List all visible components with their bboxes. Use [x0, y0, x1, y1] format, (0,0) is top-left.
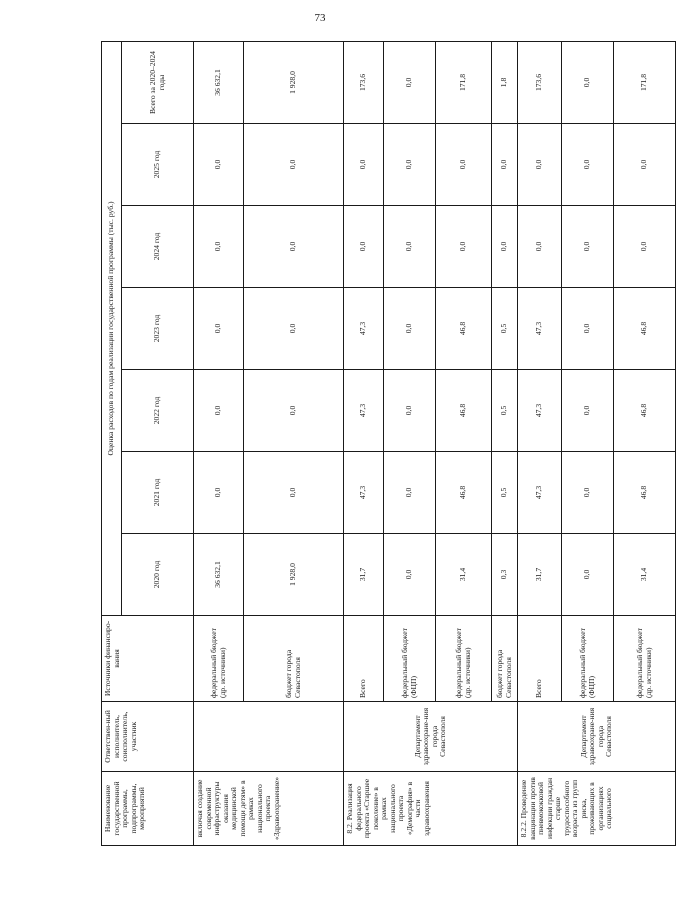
value-cell: 46,8: [436, 288, 492, 370]
value-cell: 0,0: [194, 452, 244, 534]
value-cell: 0,0: [244, 452, 344, 534]
value-cell: 0,0: [492, 124, 518, 206]
year-header: 2020 год: [122, 534, 194, 616]
value-cell: 31,4: [614, 534, 676, 616]
table-row: [194, 42, 244, 846]
value-cell: 0,0: [244, 124, 344, 206]
funding-source-cell: федеральный бюджет (ФЦП): [562, 616, 614, 702]
funding-source-cell: федеральный бюджет (др. источники): [194, 616, 244, 702]
value-cell: 47,3: [344, 288, 384, 370]
value-cell: 171,8: [436, 42, 492, 124]
funding-source-cell: федеральный бюджет (др. источники): [614, 616, 676, 702]
value-cell: 46,8: [436, 452, 492, 534]
measure-name-cell: 8.2.2. Проведение вакцинации против пневмококковой инфекции граждан старше трудоспособного возраста из групп риска, проживающих в организациях социального: [518, 772, 676, 846]
funding-source-cell: бюджет города Севастополя: [492, 616, 518, 702]
col-header-group: Оценка расходов по годам реализации государственной программы (тыс. руб.): [102, 42, 122, 616]
value-cell: 0,0: [194, 370, 244, 452]
value-cell: 47,3: [344, 370, 384, 452]
table-row: [344, 42, 384, 846]
col-header-executor: Ответствен-ный исполнитель, соисполнитель, участник: [102, 702, 194, 772]
value-cell: 31,7: [344, 534, 384, 616]
value-cell: 36 632,1: [194, 534, 244, 616]
measure-name-cell: 8.2. Реализация федерального проекта «Старшее поколение» в рамках национального проекта «Демография» в части здравоохранения: [344, 772, 518, 846]
year-header: 2025 год: [122, 124, 194, 206]
value-cell: 0,0: [384, 370, 436, 452]
value-cell: 47,3: [518, 370, 562, 452]
value-cell: 0,0: [344, 124, 384, 206]
funding-source-cell: бюджет города Севастополя: [244, 616, 344, 702]
value-cell: 0,0: [194, 288, 244, 370]
year-header: 2023 год: [122, 288, 194, 370]
budget-table: [101, 41, 676, 846]
value-cell: 47,3: [344, 452, 384, 534]
header-row: [102, 42, 122, 846]
value-cell: 31,4: [436, 534, 492, 616]
value-cell: 173,6: [344, 42, 384, 124]
value-cell: 0,5: [492, 452, 518, 534]
value-cell: 0,0: [384, 534, 436, 616]
value-cell: 0,0: [562, 124, 614, 206]
year-header: 2021 год: [122, 452, 194, 534]
value-cell: 0,0: [384, 452, 436, 534]
value-cell: 0,0: [614, 124, 676, 206]
funding-source-cell: Всего: [344, 616, 384, 702]
value-cell: 0,0: [518, 206, 562, 288]
page-number: 73: [314, 12, 326, 24]
value-cell: 0,3: [492, 534, 518, 616]
year-header: Всего за 2020–2024 годы: [122, 42, 194, 124]
year-header: 2022 год: [122, 370, 194, 452]
value-cell: 0,0: [562, 452, 614, 534]
col-header-name: Наименование государственной программы, подпрограммы, мероприятий: [102, 772, 194, 846]
value-cell: 46,8: [614, 370, 676, 452]
value-cell: 0,0: [562, 534, 614, 616]
value-cell: 0,5: [492, 288, 518, 370]
value-cell: 46,8: [436, 370, 492, 452]
executor-cell: Департамент здравоохране-ния города Севастополя: [518, 702, 676, 772]
value-cell: 0,0: [562, 370, 614, 452]
value-cell: 0,0: [562, 42, 614, 124]
funding-source-cell: Всего: [518, 616, 562, 702]
funding-source-cell: федеральный бюджет (ФЦП): [384, 616, 436, 702]
value-cell: 0,0: [436, 206, 492, 288]
value-cell: 1,8: [492, 42, 518, 124]
executor-cell: [194, 702, 344, 772]
value-cell: 0,0: [518, 124, 562, 206]
value-cell: 1 928,0: [244, 534, 344, 616]
value-cell: 0,0: [244, 206, 344, 288]
rotated-table-container: [101, 42, 653, 846]
funding-source-cell: федеральный бюджет (др. источники): [436, 616, 492, 702]
value-cell: 173,6: [518, 42, 562, 124]
value-cell: 0,0: [384, 206, 436, 288]
value-cell: 0,0: [562, 288, 614, 370]
measure-name-cell: включая создание современной инфраструктуры оказания медицинской помощи детям» в рамках национального проекта «Здравоохранение»: [194, 772, 344, 846]
value-cell: 0,0: [562, 206, 614, 288]
year-header: 2024 год: [122, 206, 194, 288]
value-cell: 0,0: [244, 370, 344, 452]
value-cell: 171,8: [614, 42, 676, 124]
value-cell: 31,7: [518, 534, 562, 616]
value-cell: 46,8: [614, 452, 676, 534]
value-cell: 0,0: [492, 206, 518, 288]
value-cell: 0,0: [244, 288, 344, 370]
value-cell: 1 928,0: [244, 42, 344, 124]
value-cell: 0,0: [384, 124, 436, 206]
value-cell: 47,3: [518, 452, 562, 534]
value-cell: 0,0: [344, 206, 384, 288]
value-cell: 0,0: [436, 124, 492, 206]
value-cell: 36 632,1: [194, 42, 244, 124]
value-cell: 0,0: [194, 206, 244, 288]
value-cell: 0,0: [614, 206, 676, 288]
value-cell: 47,3: [518, 288, 562, 370]
value-cell: 0,0: [194, 124, 244, 206]
executor-cell: Департамент здравоохране-ния города Севастополя: [344, 702, 518, 772]
table-row: [518, 42, 562, 846]
value-cell: 0,0: [384, 42, 436, 124]
value-cell: 46,8: [614, 288, 676, 370]
value-cell: 0,0: [384, 288, 436, 370]
value-cell: 0,5: [492, 370, 518, 452]
col-header-source: Источники финансиро-вания: [102, 616, 194, 702]
